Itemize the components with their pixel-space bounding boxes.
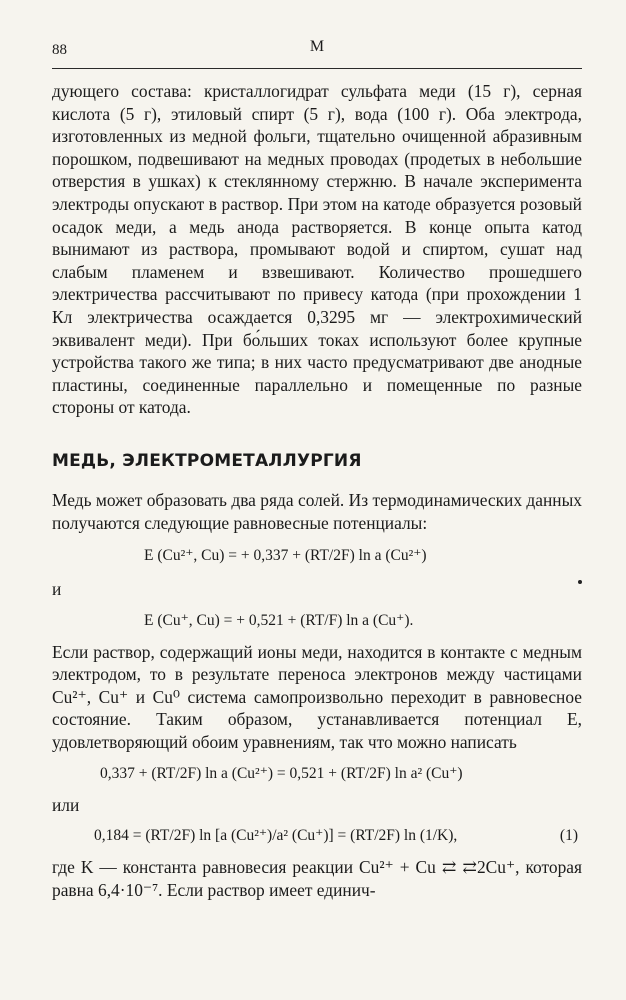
formula-cu1-potential: E (Cu⁺, Cu) = + 0,521 + (RT/F) ln a (Cu⁺). [144, 611, 414, 629]
page-header [52, 36, 582, 60]
equation-number: (1) [559, 827, 578, 845]
formula-cu2-potential: E (Cu²⁺, Cu) = + 0,337 + (RT/2F) ln a (Cu²⁺) [144, 547, 427, 565]
conjunction-or: или [52, 794, 80, 815]
page-number: 88 [52, 42, 67, 58]
print-speck [578, 580, 582, 584]
formula-constant-body: 0,184 = (RT/2F) ln [a (Cu²⁺)/a² (Cu⁺)] = (RT/2F) ln (1/K), [94, 827, 458, 845]
book-page [52, 36, 582, 901]
paragraph-intro: Медь может образовать два ряда солей. Из термодинамических данных получаются следующие равновесные потенциалы: [52, 489, 582, 533]
conjunction-and: и [52, 579, 62, 600]
formula-equality: 0,337 + (RT/2F) ln a (Cu²⁺) = 0,521 + (RT/2F) ln a² (Cu⁺) [100, 764, 463, 782]
section-heading: МЕДЬ, ЭЛЕКТРОМЕТАЛЛУРГИЯ [52, 450, 362, 471]
paragraph-continued: дующего состава: кристаллогидрат сульфата меди (15 г), серная кислота (5 г), этиловый спирт (5 г), вода (100 г). Оба электрода, изготовленных из медной фольги, тщательно очищенной абразивным порошком, подвешивают на медных проводах (продетых в небольшие отверстия в ушках) к стеклянному стержню. В начале эксперимента электроды опускают в раствор. При этом на катоде образуется розовый осадок меди, а медь анода растворяется. В конце опыта катод вынимают из раствора, промывают водой и спиртом, сушат над слабым пламенем и взвешивают. Количество прошедшего электричества рассчитывают по привесу катода (при прохождении 1 Кл электричества осаждается 0,3295 мг — электрохимический эквивалент меди). При бо́льших токах используют более крупные устройства такого же типа; в них часто предусматривают две анодные пластины, соединенные параллельно и помещенные по разные стороны от катода. [52, 81, 582, 418]
header-rule [52, 68, 582, 69]
formula-constant [52, 826, 582, 846]
paragraph-equilibrium: Если раствор, содержащий ионы меди, находится в контакте с медным электродом, то в результате переноса электронов между частицами Cu²⁺, Cu⁺ и Cu⁰ система самопроизвольно переходит в равновесное состояние. Таким образом, устанавливается потенциал E, удовлетворяющий обоим уравнениям, так что можно написать [52, 641, 582, 753]
running-head: М [309, 38, 325, 55]
paragraph-reaction: где K — константа равновесия реакции Cu²⁺ + Cu ⇄ ⇄2Cu⁺, которая равна 6,4·10⁻⁷. Если раствор имеет единич- [52, 857, 582, 900]
